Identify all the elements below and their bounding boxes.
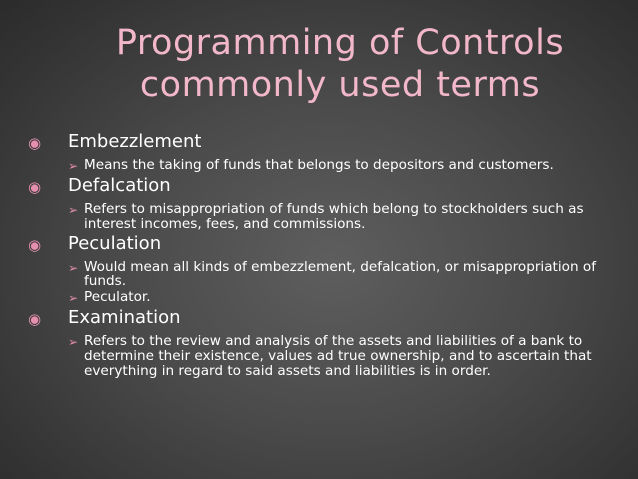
sub-item — [68, 290, 628, 306]
title-line-2: commonly used terms — [139, 65, 541, 105]
bullet-list — [28, 130, 628, 379]
term-label: Embezzlement — [68, 131, 202, 152]
arrowhead-icon: ➢ — [68, 335, 79, 350]
target-circle-icon: ◉ — [28, 178, 42, 196]
arrowhead-icon: ➢ — [68, 159, 79, 173]
list-item-embezzlement — [28, 130, 628, 174]
sub-item — [68, 260, 628, 290]
sub-item — [68, 334, 628, 378]
term-label: Defalcation — [68, 175, 171, 196]
description-text: Refers to misappropriation of funds which belong to stockholders such as interest incomes, fees, and commissions. — [84, 201, 584, 232]
sub-list — [68, 158, 628, 174]
description-text: Would mean all kinds of embezzlement, defalcation, or misappropriation of funds. — [84, 258, 596, 290]
arrowhead-icon: ➢ — [68, 260, 79, 275]
slide-title — [50, 22, 630, 106]
description-text: Means the taking of funds that belongs to depositors and customers. — [84, 157, 554, 173]
list-item-examination — [28, 306, 628, 378]
arrowhead-icon: ➢ — [68, 291, 79, 306]
sub-list — [68, 202, 628, 232]
target-circle-icon: ◉ — [28, 235, 42, 254]
list-item-peculation — [28, 232, 628, 307]
arrowhead-icon: ➢ — [68, 203, 79, 217]
term-label: Examination — [68, 307, 181, 329]
sub-list — [68, 334, 628, 378]
term-label: Peculation — [68, 232, 162, 254]
list-item-defalcation — [28, 174, 628, 232]
sub-item — [68, 158, 628, 174]
sub-item — [68, 202, 628, 232]
title-line-1: Programming of Controls — [115, 23, 565, 63]
target-circle-icon: ◉ — [28, 310, 42, 329]
description-text: Refers to the review and analysis of the assets and liabilities of a bank to determine their existence, values ad true ownership, and to ascertain that everything in regard to said assets and liabilities is in order. — [84, 333, 592, 379]
target-circle-icon: ◉ — [28, 134, 42, 152]
sub-list — [68, 260, 628, 307]
description-text: Peculator. — [84, 289, 151, 306]
